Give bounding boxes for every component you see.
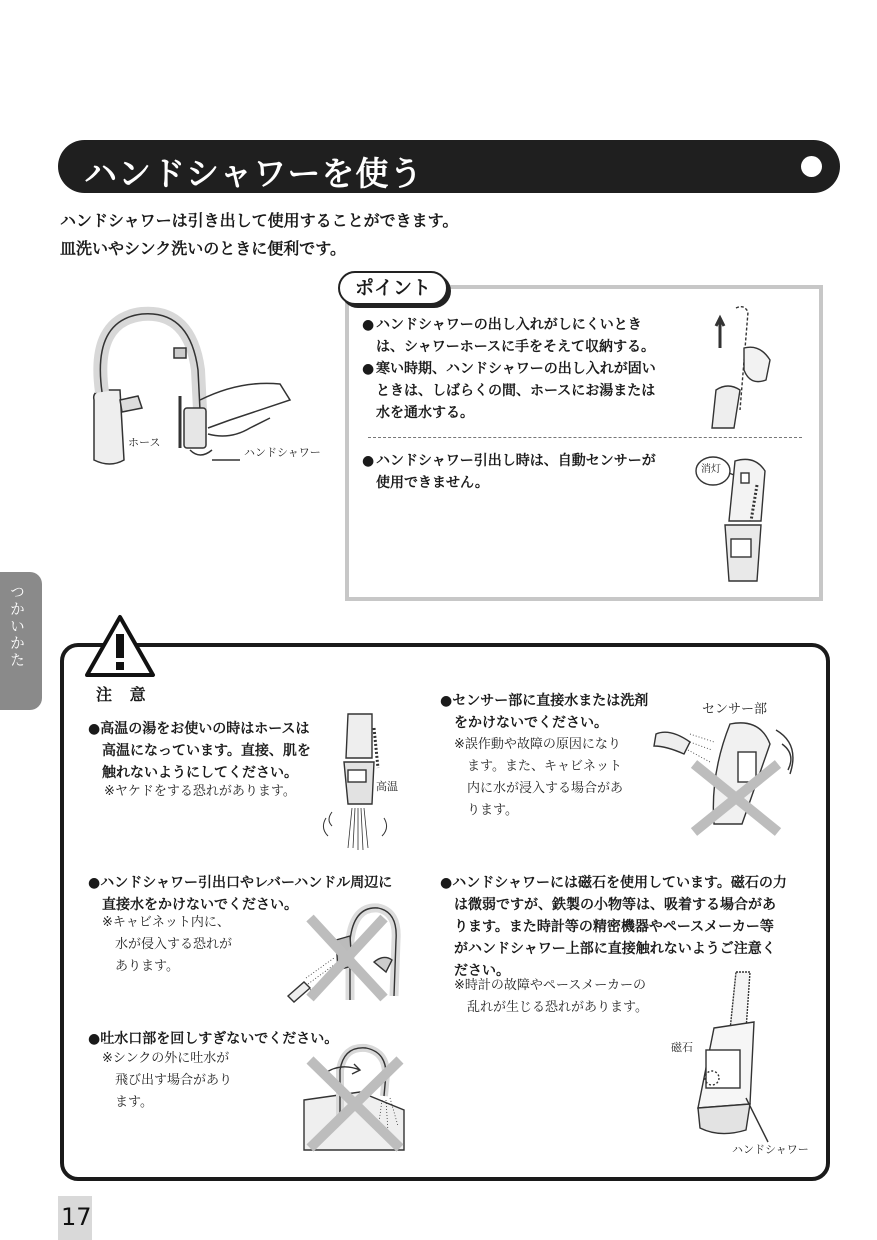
bullet-icon: ● bbox=[362, 453, 375, 469]
hose-insert-illustration bbox=[700, 300, 780, 430]
caution-3-note: ※キャビネット内に、 水が侵入する恐れが あります。 bbox=[102, 915, 233, 974]
bullet-icon: ● bbox=[362, 361, 375, 377]
bullet-icon: ● bbox=[88, 1031, 101, 1047]
hot-label: 高温 bbox=[376, 780, 398, 793]
side-tab bbox=[0, 572, 42, 710]
spout-rotate-illustration bbox=[300, 1040, 410, 1152]
bullet-icon: ● bbox=[88, 721, 101, 737]
point-divider bbox=[368, 437, 802, 438]
caution-3: ●ハンドシャワー引出口やレバーハンドル周辺に 直接水をかけないでください。 bbox=[88, 875, 393, 913]
caution-5: ●吐水口部を回しすぎないでください。 bbox=[88, 1031, 339, 1047]
caution-1-note: ※ヤケドをする恐れがあります。 bbox=[104, 784, 296, 799]
bullet-icon: ● bbox=[440, 693, 453, 709]
sensor-label: センサー部 bbox=[702, 702, 768, 717]
handshower-label-2: ハンドシャワー bbox=[732, 1143, 809, 1156]
bullet-icon: ● bbox=[362, 317, 375, 333]
magnet-handshower-illustration bbox=[690, 968, 800, 1138]
point-item-3: ● ハンドシャワー引出し時は、自動センサーが 使用できません。 bbox=[362, 450, 682, 494]
caution-label: 注 意 bbox=[96, 685, 152, 704]
sensor-off-illustration bbox=[695, 455, 785, 590]
title-bar bbox=[58, 140, 840, 193]
intro-line-2: 皿洗いやシンク洗いのときに便利です。 bbox=[60, 239, 347, 258]
side-tab-label: つかいかた bbox=[8, 584, 26, 669]
warning-triangle-icon bbox=[84, 614, 156, 678]
intro-line-1: ハンドシャワーは引き出して使用することができます。 bbox=[60, 211, 459, 230]
lever-spray-illustration bbox=[280, 900, 410, 1010]
caution-4-note: ※時計の故障やペースメーカーの 乱れが生じる恐れがあります。 bbox=[454, 978, 648, 1015]
magnet-label: 磁石 bbox=[671, 1041, 693, 1054]
hose-label: ホース bbox=[128, 436, 161, 449]
caution-1: ●高温の湯をお使いの時はホースは 高温になっています。直接、肌を 触れないようにしてください。 bbox=[88, 721, 311, 781]
handshower-label: ハンドシャワー bbox=[244, 446, 321, 459]
title-dot-icon bbox=[801, 156, 822, 177]
caution-2: ●センサー部に直接水または洗剤 をかけないでください。 bbox=[440, 693, 649, 731]
light-off-label: 消灯 bbox=[701, 464, 721, 475]
point-item-1: ● ハンドシャワーの出し入れがしにくいとき は、シャワーホースに手をそえて収納する。 bbox=[362, 314, 682, 358]
bullet-icon: ● bbox=[440, 875, 453, 891]
caution-4: ●ハンドシャワーには磁石を使用しています。磁石の力 は微弱ですが、鉄製の小物等は、吸着する場合があ ります。また時計等の精密機器やペースメーカー等 がハンドシャワー上部に直接触れないようご注意く ださい。 bbox=[440, 875, 787, 979]
page-number: 17 bbox=[61, 1203, 92, 1231]
bullet-icon: ● bbox=[88, 875, 101, 891]
point-item-2: ● 寒い時期、ハンドシャワーの出し入れが固い ときは、しばらくの間、ホースにお湯または 水を通水する。 bbox=[362, 358, 682, 424]
point-tab: ポイント bbox=[338, 271, 448, 305]
caution-2-note: ※誤作動や故障の原因になり ます。また、キャビネット 内に水が浸入する場合があ ります。 bbox=[454, 737, 624, 818]
caution-5-note: ※シンクの外に吐水が 飛び出す場合があり ます。 bbox=[102, 1051, 233, 1110]
page-title: ハンドシャワーを使う bbox=[84, 154, 424, 193]
sensor-spray-illustration bbox=[650, 714, 810, 844]
